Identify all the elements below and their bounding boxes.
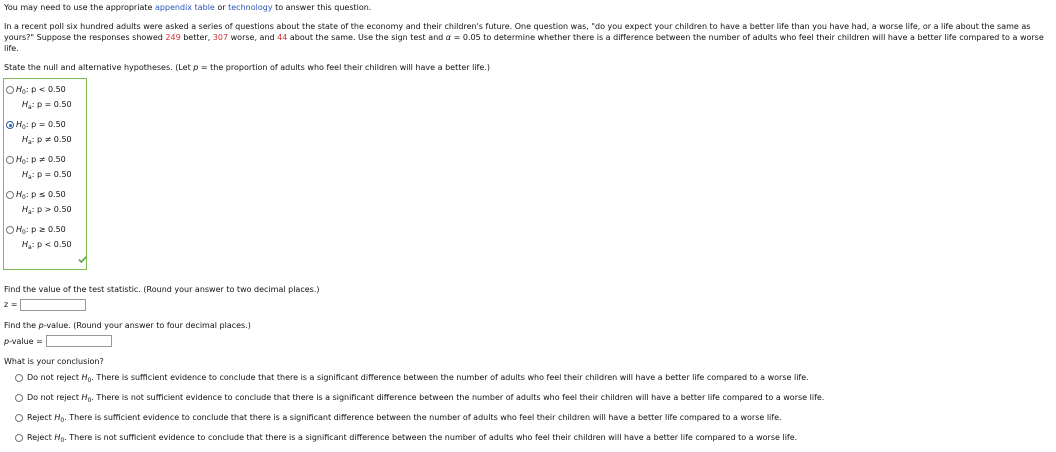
z-input[interactable] [20,299,86,311]
h0-sub: 0 [87,397,92,404]
problem-text-3: worse, and [228,33,278,42]
conclusion-text-4 [27,433,797,444]
ha-sub: a [28,174,32,181]
h0-sub: 0 [22,229,26,236]
hypothesis-radio-5[interactable] [6,226,14,234]
h-letter: H [16,85,23,94]
h0-text: : p = 0.50 [25,120,66,129]
h-letter: H [81,373,88,382]
hyp-prompt-var: p [193,63,199,72]
worse-count: 307 [212,33,229,42]
hyp-prompt-suffix: = the proportion of adults who feel their children will have a better life.) [198,63,490,72]
intro-line [4,3,371,12]
h0-statement-1 [16,85,66,98]
h-letter: H [81,393,88,402]
pvalue-prompt-suffix: -value. (Round your answer to four decimal places.) [43,321,251,330]
hyp-prompt-prefix: State the null and alternative hypotheses. (Let [4,63,194,72]
ha-sub: a [28,209,32,216]
h0-sub: 0 [22,159,26,166]
h0-sub: 0 [22,194,26,201]
h-letter: H [22,135,29,144]
h-letter: H [16,155,23,164]
h0-text: : p < 0.50 [25,85,66,94]
conclusion-lead: Reject [27,433,55,442]
h-letter: H [22,205,29,214]
ha-sub: a [28,244,32,251]
h-letter: H [22,240,29,249]
pvalue-label-suffix: -value = [9,337,43,346]
conclusion-radio-3[interactable] [15,414,23,422]
problem-text-2: better, [180,33,213,42]
same-count: 44 [277,33,288,42]
test-statistic-prompt: Find the value of the test statistic. (Round your answer to two decimal places.) [4,285,320,294]
conclusion-radio-1[interactable] [15,374,23,382]
checkmark-icon [78,256,87,263]
conclusion-rest: . There is sufficient evidence to conclude that there is a significant difference between the number of adults who feel their children will have a better life compared to a worse life. [91,373,809,382]
problem-text-5: = 0.05 to determine whether there is a difference between the number of adults who feel their children will have a better life compared to a worse life. [4,33,1044,53]
ha-sub: a [28,104,32,111]
ha-text: : p > 0.50 [31,205,72,214]
conclusion-text-2 [27,393,824,404]
pvalue-input[interactable] [46,335,112,347]
h0-sub: 0 [22,124,26,131]
h-letter: H [22,170,29,179]
conclusion-text-1 [27,373,809,384]
problem-statement [4,21,1054,54]
pvalue-prompt-var: p [38,321,44,330]
h0-statement-3 [16,155,66,168]
hypothesis-radio-1[interactable] [6,86,14,94]
alpha-symbol: α [445,33,452,42]
h0-sub: 0 [22,89,26,96]
conclusion-radio-4[interactable] [15,434,23,442]
conclusion-rest: . There is sufficient evidence to conclude that there is a significant difference between the number of adults who feel their children will have a better life compared to a worse life. [64,413,782,422]
conclusion-lead: Reject [27,413,55,422]
ha-statement-3 [22,170,72,183]
ha-sub: a [28,139,32,146]
appendix-table-link[interactable]: appendix table [154,3,215,12]
conclusion-rest: . There is not sufficient evidence to conclude that there is a significant difference between the number of adults who feel their children will have a better life compared to a worse life. [64,433,798,442]
h-letter: H [22,100,29,109]
conclusion-radio-2[interactable] [15,394,23,402]
problem-text-4: about the same. Use the sign test and [287,33,446,42]
conclusion-lead: Do not reject [27,373,82,382]
z-label: z = [4,300,18,309]
problem-text-1: In a recent poll six hundred adults were asked a series of questions about the state of the economy and their children's future. One question was, "do you expect your children to have a better life than you have had, a worse life, or a life about the same as yours?" Suppose the responses showed [4,22,1031,42]
h0-text: : p ≤ 0.50 [25,190,66,199]
better-count: 249 [165,33,181,42]
conclusion-prompt: What is your conclusion? [4,357,104,366]
ha-text: : p ≠ 0.50 [31,135,72,144]
h-letter: H [16,120,23,129]
h0-sub: 0 [60,437,65,444]
pvalue-prompt [4,321,251,330]
pvalue-prompt-prefix: Find the [4,321,39,330]
hypothesis-radio-4[interactable] [6,191,14,199]
ha-statement-4 [22,205,72,218]
h0-statement-2 [16,120,66,133]
ha-statement-5 [22,240,72,253]
ha-text: : p = 0.50 [31,170,72,179]
ha-statement-2 [22,135,72,148]
pvalue-label-var: p [4,337,10,346]
conclusion-text-3 [27,413,782,424]
h-letter: H [16,225,23,234]
h0-statement-4 [16,190,66,203]
intro-suffix: to answer this question. [272,3,372,12]
ha-text: : p = 0.50 [31,100,72,109]
pvalue-label [4,337,43,346]
h0-sub: 0 [87,377,92,384]
intro-prefix: You may need to use the appropriate [4,3,155,12]
hypothesis-radio-2[interactable] [6,121,14,129]
h0-sub: 0 [60,417,65,424]
hypotheses-prompt [4,63,490,72]
hypotheses-answer-box [3,78,87,270]
h-letter: H [16,190,23,199]
hypothesis-radio-3[interactable] [6,156,14,164]
technology-link[interactable]: technology [228,3,273,12]
ha-text: : p < 0.50 [31,240,72,249]
h0-statement-5 [16,225,66,238]
h0-text: : p ≠ 0.50 [25,155,66,164]
intro-middle: or [214,3,229,12]
conclusion-rest: . There is not sufficient evidence to conclude that there is a significant difference between the number of adults who feel their children will have a better life compared to a worse life. [91,393,825,402]
conclusion-lead: Do not reject [27,393,82,402]
h-letter: H [54,433,61,442]
ha-statement-1 [22,100,72,113]
h0-text: : p ≥ 0.50 [25,225,66,234]
h-letter: H [54,413,61,422]
